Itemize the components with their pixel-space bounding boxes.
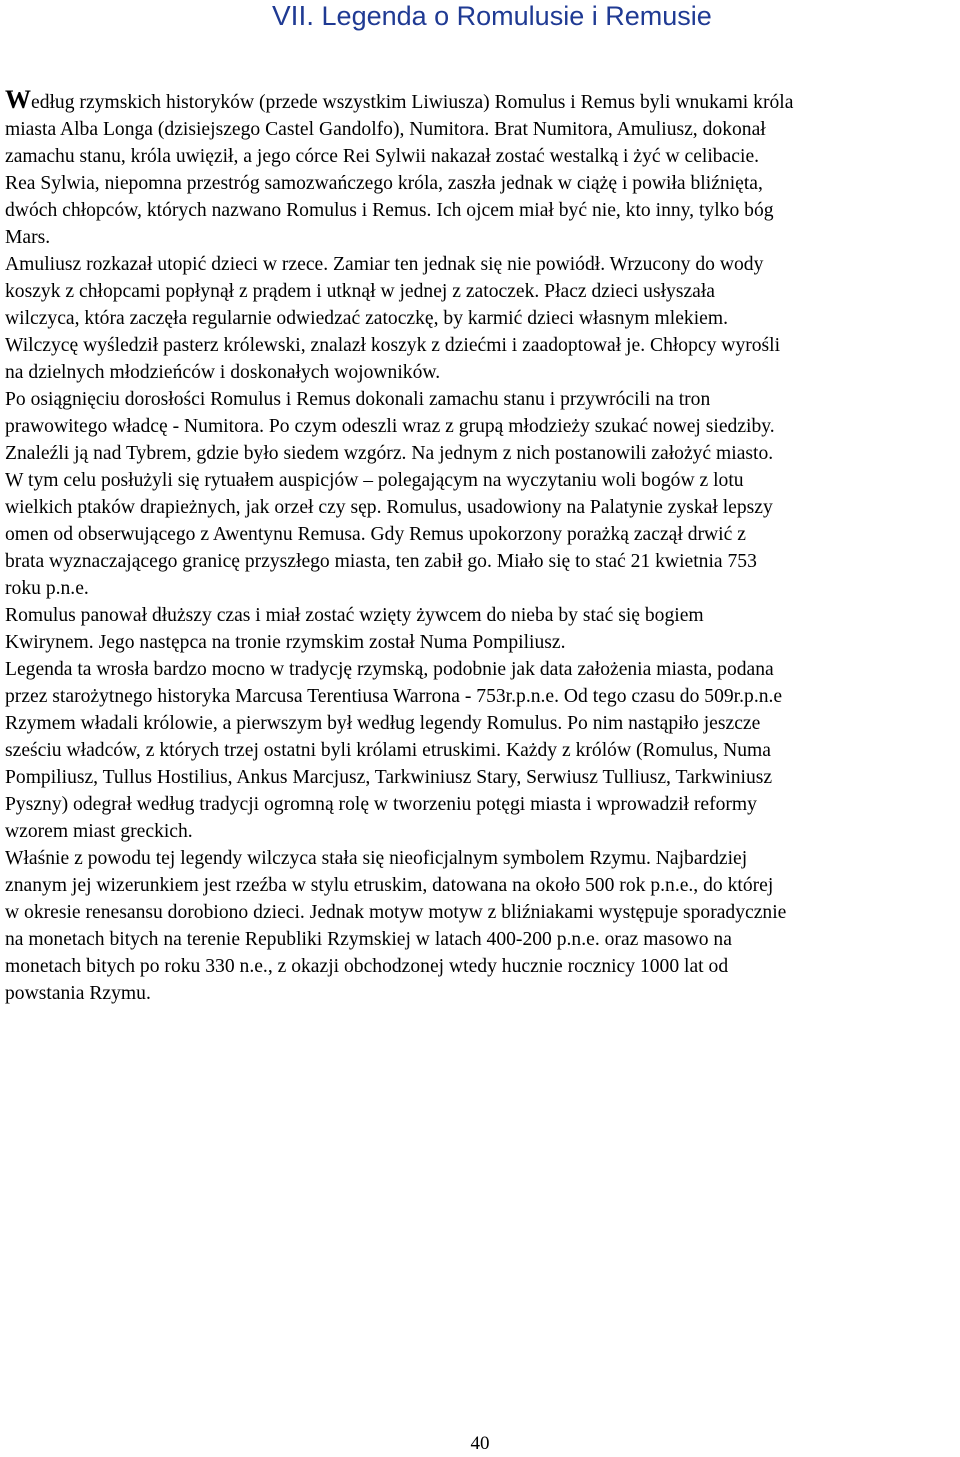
text-line: dwóch chłopców, których nazwano Romulus i Remus. Ich ojcem miał być nie, kto inny, tylko bóg <box>5 200 774 221</box>
text-line: miasta Alba Longa (dzisiejszego Castel Gandolfo), Numitora. Brat Numitora, Amuliusz, dokonał <box>5 119 766 140</box>
text-line: Wilczycę wyśledził pasterz królewski, znalazł koszyk z dziećmi i zaadoptował je. Chłopcy wyrośli <box>5 335 781 356</box>
text-line: wielkich ptaków drapieżnych, jak orzeł czy sęp. Romulus, usadowiony na Palatynie zyskał lepszy <box>5 497 773 518</box>
text-line: Mars. <box>5 227 51 248</box>
text-line: koszyk z chłopcami popłynął z prądem i utknął w jednej z zatoczek. Płacz dzieci usłyszała <box>5 281 715 302</box>
text-line: Rzymem władali królowie, a pierwszym był według legendy Romulus. Po nim nastąpiło jeszcze <box>5 713 761 734</box>
text-line: Romulus panował dłuższy czas i miał zostać wzięty żywcem do nieba by stać się bogiem <box>5 605 704 626</box>
text-line: brata wyznaczającego granicę przyszłego miasta, ten zabił go. Miało się to stać 21 kwietnia 753 <box>5 551 757 572</box>
text-line: w okresie renesansu dorobiono dzieci. Jednak motyw motyw z bliźniakami występuje sporadycznie <box>5 902 787 923</box>
line-text: edług rzymskich historyków (przede wszystkim Liwiusza) Romulus i Remus byli wnukami króla <box>31 92 794 113</box>
page-number: 40 <box>470 1433 490 1454</box>
text-line: roku p.n.e. <box>5 578 89 599</box>
text-line: omen od obserwującego z Awentynu Remusa. Gdy Remus upokorzony porażką zaczął drwić z <box>5 524 746 545</box>
text-line: Amuliusz rozkazał utopić dzieci w rzece. Zamiar ten jednak się nie powiódł. Wrzucony do wody <box>5 254 764 275</box>
text-line: zamachu stanu, króla uwięził, a jego córce Rei Sylwii nakazał zostać westalką i żyć w celibacie. <box>5 146 760 167</box>
text-line: monetach bitych po roku 330 n.e., z okazji obchodzonej wtedy hucznie rocznicy 1000 lat od <box>5 956 729 977</box>
text-line: W tym celu posłużyli się rytuałem auspicjów – polegającym na wyczytaniu woli bogów z lotu <box>5 470 744 491</box>
text-line: Kwirynem. Jego następca na tronie rzymskim został Numa Pompiliusz. <box>5 632 566 653</box>
text-line: Znaleźli ją nad Tybrem, gdzie było siedem wzgórz. Na jednym z nich postanowili założyć miasto. <box>5 443 774 464</box>
text-line: Legenda ta wrosła bardzo mocno w tradycję rzymską, podobnie jak data założenia miasta, podana <box>5 659 774 680</box>
text-line: sześciu władców, z których trzej ostatni byli królami etruskimi. Każdy z królów (Romulus, Numa <box>5 740 771 761</box>
text-line: Rea Sylwia, niepomna przestróg samozwańczego króla, zaszła jednak w ciążę i powiła bliźnięta, <box>5 173 763 194</box>
text-line: Właśnie z powodu tej legendy wilczyca stała się nieoficjalnym symbolem Rzymu. Najbardziej <box>5 848 748 869</box>
text-line: wzorem miast greckich. <box>5 821 193 842</box>
text-line: wilczyca, która zaczęła regularnie odwiedzać zatoczkę, by karmić dzieci własnym mlekiem. <box>5 308 728 329</box>
chapter-title <box>272 0 712 32</box>
first-letter: W <box>5 85 31 114</box>
text-line: Po osiągnięciu dorosłości Romulus i Remus dokonali zamachu stanu i przywrócili na tron <box>5 389 711 410</box>
text-line: przez starożytnego historyka Marcusa Terentiusa Warrona - 753r.p.n.e. Od tego czasu do 509r.p.n.e <box>5 686 783 707</box>
text-line: Pyszny) odegrał według tradycji ogromną rolę w tworzeniu potęgi miasta i wprowadził reformy <box>5 794 757 815</box>
text-line: prawowitego władcę - Numitora. Po czym odeszli wraz z grupą młodzieży szukać nowej siedziby. <box>5 416 775 437</box>
text-line: na dzielnych młodzieńców i doskonałych wojowników. <box>5 362 441 383</box>
article-body <box>5 86 955 1007</box>
text-line: znanym jej wizerunkiem jest rzeźba w stylu etruskim, datowana na około 500 rok p.n.e., do której <box>5 875 774 896</box>
text-line: Pompiliusz, Tullus Hostilius, Ankus Marcjusz, Tarkwiniusz Stary, Serwiusz Tulliusz, Tarkwiniusz <box>5 767 773 788</box>
chapter-number: VII. <box>272 0 315 31</box>
text-line: na monetach bitych na terenie Republiki Rzymskiej w latach 400-200 p.n.e. oraz masowo na <box>5 929 732 950</box>
text-line <box>5 86 955 116</box>
text-line: powstania Rzymu. <box>5 983 151 1004</box>
chapter-title-text: Legenda o Romulusie i Remusie <box>321 1 712 31</box>
